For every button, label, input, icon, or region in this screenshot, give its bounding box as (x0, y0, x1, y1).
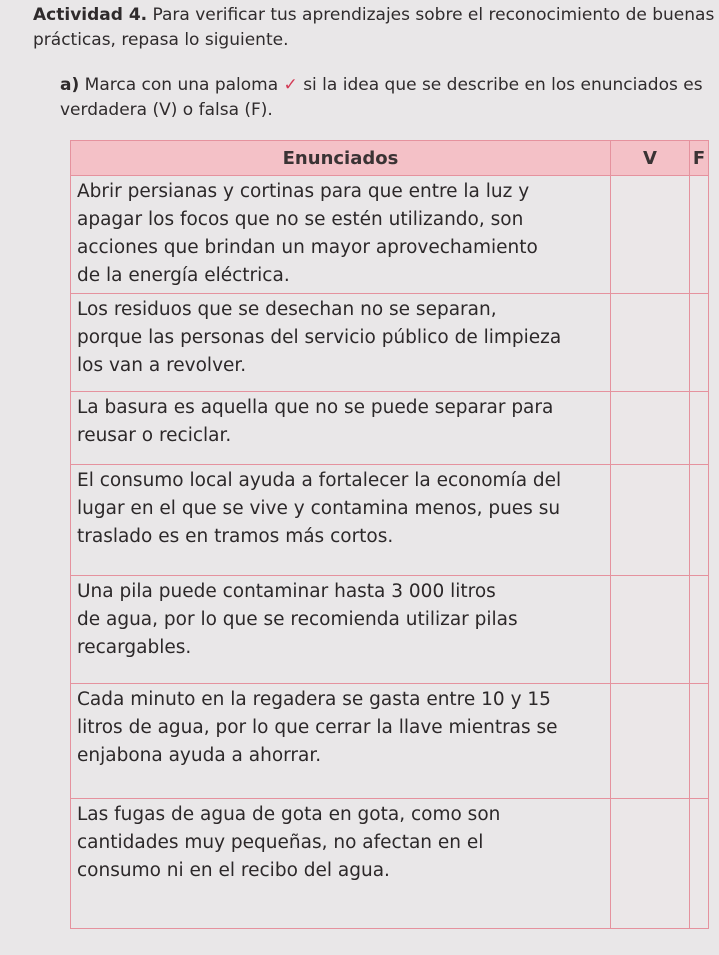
statements-table (70, 140, 709, 929)
statement-3: La basura es aquella que no se puede separar para reusar o reciclar. (71, 392, 611, 465)
false-checkbox-4[interactable] (690, 465, 709, 576)
activity-label: Actividad 4. (33, 5, 148, 25)
instruction-text-after: si la idea que se describe en los enunciados es verdadera (V) o falsa (F). (60, 75, 703, 120)
table-row (71, 294, 709, 392)
true-checkbox-7[interactable] (611, 799, 690, 929)
statement-4: El consumo local ayuda a fortalecer la economía del lugar en el que se vive y contamina menos, pues su traslado es en tramos más cortos. (71, 465, 611, 576)
false-checkbox-1[interactable] (690, 176, 709, 294)
true-checkbox-5[interactable] (611, 576, 690, 684)
false-checkbox-6[interactable] (690, 684, 709, 799)
true-checkbox-2[interactable] (611, 294, 690, 392)
statement-7: Las fugas de agua de gota en gota, como son cantidades muy pequeñas, no afectan en el consumo ni en el recibo del agua. (71, 799, 611, 929)
statement-2: Los residuos que se desechan no se separan, porque las personas del servicio público de limpieza los van a revolver. (71, 294, 611, 392)
true-checkbox-6[interactable] (611, 684, 690, 799)
true-checkbox-1[interactable] (611, 176, 690, 294)
false-checkbox-3[interactable] (690, 392, 709, 465)
table-row (71, 392, 709, 465)
table-row (71, 176, 709, 294)
true-checkbox-3[interactable] (611, 392, 690, 465)
instruction (60, 73, 719, 123)
header-statements: Enunciados (71, 141, 611, 176)
table-row (71, 576, 709, 684)
true-checkbox-4[interactable] (611, 465, 690, 576)
activity-text: Para verificar tus aprendizajes sobre el reconocimiento de buenas prácticas, repasa lo siguiente. (33, 5, 715, 50)
check-icon: ✓ (283, 75, 298, 95)
instruction-marker: a) (60, 75, 80, 95)
table-row (71, 465, 709, 576)
activity-heading (33, 3, 719, 53)
statement-6: Cada minuto en la regadera se gasta entre 10 y 15 litros de agua, por lo que cerrar la llave mientras se enjabona ayuda a ahorrar. (71, 684, 611, 799)
false-checkbox-7[interactable] (690, 799, 709, 929)
false-checkbox-5[interactable] (690, 576, 709, 684)
header-false: F (690, 141, 709, 176)
table-header-row (71, 141, 709, 176)
statement-5: Una pila puede contaminar hasta 3 000 litros de agua, por lo que se recomienda utilizar pilas recargables. (71, 576, 611, 684)
table-row (71, 799, 709, 929)
false-checkbox-2[interactable] (690, 294, 709, 392)
instruction-text-before: Marca con una paloma (84, 75, 279, 95)
header-true: V (611, 141, 690, 176)
table-row (71, 684, 709, 799)
statement-1: Abrir persianas y cortinas para que entre la luz y apagar los focos que no se estén utilizando, son acciones que brindan un mayor aprovechamiento de la energía eléctrica. (71, 176, 611, 294)
